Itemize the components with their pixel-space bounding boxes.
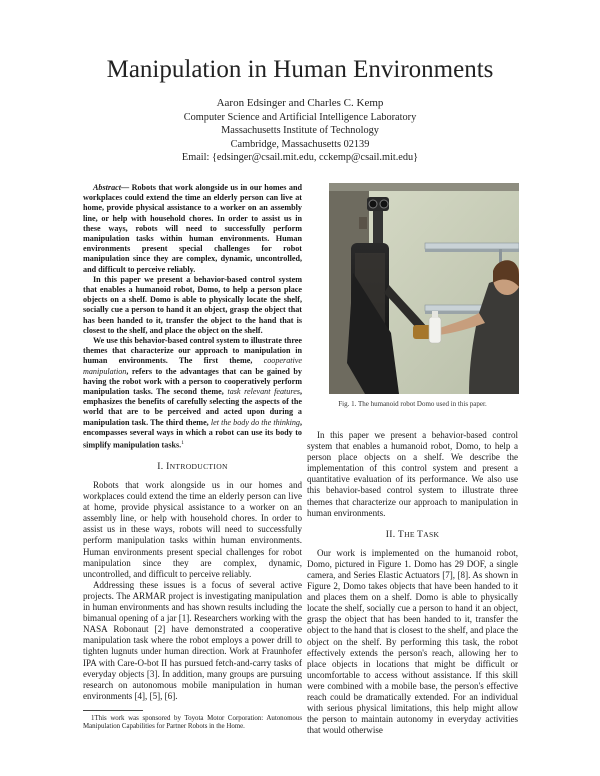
section-heading-introduction: I. INTRODUCTION	[157, 461, 228, 472]
left-column	[83, 183, 302, 732]
author-email: Email: {edsinger@csail.mit.edu, cckemp@csail.mit.edu}	[181, 152, 419, 164]
author-block	[0, 97, 600, 165]
footnote-text: 1This work was sponsored by Toyota Motor Corporation: Autonomous Manipulation Capabilities for Partner Robots in the Home.	[83, 714, 302, 731]
footnote-divider	[83, 710, 143, 711]
affiliation-institute: Massachusetts Institute of Technology	[221, 125, 379, 137]
author-names: Aaron Edsinger and Charles C. Kemp	[216, 97, 384, 109]
paper-title: Manipulation in Human Environments	[106, 56, 494, 83]
footnote-marker: 1	[181, 440, 184, 447]
figure-robot-photo	[329, 183, 519, 394]
abstract-paragraph-1: Abstract— Robots that work alongside us in our homes and workplaces could extend the time an elderly person can live at home, provide physical assistance to a worker on an assembly line, or help with household chores. In order to assist us in these ways, robots will need to successfully perform manipulation tasks within human environments. Human environments present special challenges for robot manipulation since they are complex, dynamic, uncontrolled, and difficult to perceive reliably.	[83, 183, 302, 274]
abstract-lead: Abstract	[93, 183, 121, 192]
figure-caption: Fig. 1. The humanoid robot Domo used in this paper.	[338, 400, 487, 408]
right-column	[307, 430, 518, 736]
section-heading-task: II. THE TASK	[385, 528, 440, 540]
robot-photo-illustration	[329, 183, 519, 394]
affiliation-lab: Computer Science and Artificial Intelligence Laboratory	[183, 111, 417, 123]
task-paragraph: Our work is implemented on the humanoid robot, Domo, pictured in Figure 1. Domo has 29 DOF, a single camera, and Series Elastic Actuators [7], [8]. As shown in Figure 2, Domo takes objects that have been handed to it and places them on a shelf. Domo is able to physically locate the shelf, socially cue a person to hand it an object, grasp the object that has been handed to it, transfer the object to the hand that is closest to the shelf, and place the object on the shelf. By performing this task, the robot effectively extends the person's reach, allowing her to place objects in locations that might be difficult or uncomfortable to access without assistance. If this skill were combined with a mobile base, the person's effective reach could be dramatically extended. For an individual with serious physical limitations, this help might allow the person to maintain autonomy in everyday activities that would otherwise	[307, 547, 518, 736]
abstract	[83, 183, 302, 451]
abstract-paragraph-3: We use this behavior-based control system to illustrate three themes that characterize our approach to manipulation in human environments. The first theme, cooperative manipulation, refers to the advantages that can be gained by having the robot work with a person to cooperatively perform manipulation tasks. The second theme, task relevant features, emphasizes the benefits of carefully selecting the aspects of the world that are to be perceived and acted upon during a manipulation task. The third theme, let the body do the thinking, encompasses several ways in which a robot can use its body to simplify manipulation tasks.$^1$	[83, 336, 303, 450]
right-paragraph-1: In this paper we present a behavior-based control system that enables a humanoid robot, Domo, to help a person place objects on a shelf. We describe the implementation of this control system and present a quantitative evaluation of its performance. We also use this behavior-based control system to illustrate three themes that characterize our approach to manipulation in human environments.	[307, 430, 518, 518]
abstract-paragraph-2: In this paper we present a behavior-based control system that enables a humanoid robot, Domo, to help a person place objects on a shelf. Domo is able to physically locate the shelf, socially cue a person to hand it an object, grasp the object that has been handed to it, transfer the object to the hand that is closest to the shelf, and place the object on the shelf.	[83, 274, 302, 335]
intro-paragraph-1: Robots that work alongside us in our homes and workplaces could extend the time an elderly person can live at home, provide physical assistance to a worker on an assembly line, or help with household chores. In order to assist us in these ways, robots will need to successfully perform manipulation tasks within human environments. Human environments present special challenges for robot manipulation since they are complex, dynamic, uncontrolled, and difficult to perceive reliably.	[83, 480, 302, 579]
intro-paragraph-2: Addressing these issues is a focus of several active projects. The ARMAR project is investigating manipulation in human environments and has shown results including the bimanual opening of a jar [1]. Researchers working with the NASA Robonaut [2] have demonstrated a cooperative manipulation task where the robot employs a power drill to tighten lugnuts under human direction. Work at Fraunhofer IPA with Care-O-bot II has pursued fetch-and-carry tasks of everyday objects [3]. In addition, many groups are pursuing research on autonomous mobile manipulation in human environments [4], [5], [6].	[83, 579, 302, 701]
affiliation-city: Cambridge, Massachusetts 02139	[230, 138, 370, 150]
